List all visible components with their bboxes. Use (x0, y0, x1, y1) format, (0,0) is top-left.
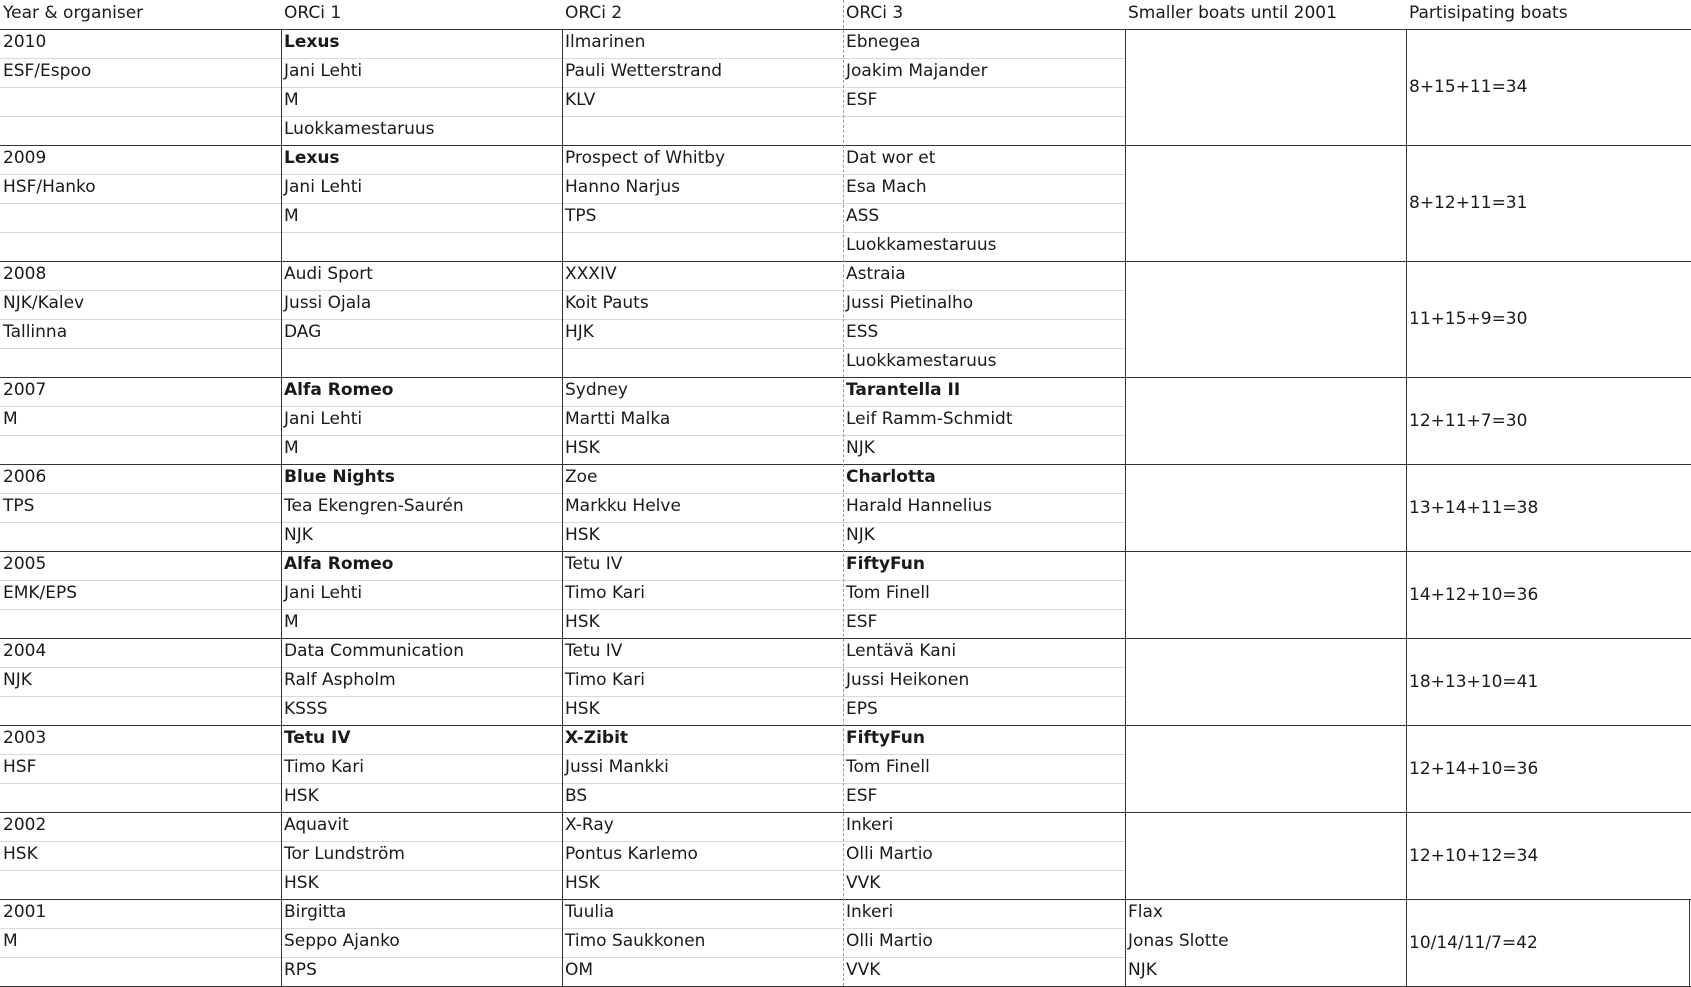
orci-3-skipper-cell[interactable]: Olli Martio (846, 844, 933, 864)
orci-2-club-cell[interactable]: HJK (565, 322, 594, 342)
orci-2-club-cell[interactable]: HSK (565, 438, 600, 458)
orci-3-boat-cell[interactable]: Tarantella II (846, 380, 961, 400)
orci-1-club-cell[interactable]: RPS (284, 960, 317, 980)
orci-3-boat-cell[interactable]: Inkeri (846, 902, 894, 922)
column-divider (281, 29, 282, 986)
orci-3-boat-cell[interactable]: FiftyFun (846, 728, 926, 748)
participating-boats-cell[interactable]: 14+12+10=36 (1409, 584, 1539, 605)
orci-3-skipper-cell[interactable]: Joakim Majander (846, 61, 988, 81)
organiser-cell[interactable]: M (3, 409, 18, 429)
orci-2-boat-cell[interactable]: Zoe (565, 467, 598, 487)
orci-1-boat-cell[interactable]: Alfa Romeo (284, 380, 394, 400)
orci-1-skipper-cell[interactable]: Tea Ekengren-Saurén (284, 496, 464, 516)
orci-3-club-cell[interactable]: EPS (846, 699, 878, 719)
organiser-cell[interactable]: ESF/Espoo (3, 61, 92, 81)
orci-2-skipper-cell[interactable]: Timo Kari (565, 583, 645, 603)
orci-3-club-cell[interactable]: NJK (846, 438, 875, 458)
participating-boats-cell[interactable]: 12+11+7=30 (1409, 410, 1528, 431)
orci-2-boat-cell[interactable]: Ilmarinen (565, 32, 646, 52)
year-cell[interactable]: 2009 (3, 148, 47, 168)
header-participating-boats[interactable]: Partisipating boats (1409, 3, 1568, 23)
orci-2-boat-cell[interactable]: X-Ray (565, 815, 614, 835)
participating-boats-cell[interactable]: 8+15+11=34 (1409, 77, 1528, 97)
participating-boats-cell[interactable]: 8+12+11=31 (1409, 193, 1528, 213)
orci-2-skipper-cell[interactable]: Timo Kari (565, 670, 645, 690)
year-cell[interactable]: 2006 (3, 467, 47, 487)
year-cell[interactable]: 2003 (3, 728, 47, 748)
orci-2-skipper-cell[interactable]: Pauli Wetterstrand (565, 61, 723, 81)
orci-3-club-cell[interactable]: ESF (846, 612, 878, 632)
orci-2-boat-cell[interactable]: XXXIV (565, 264, 617, 284)
smaller-boats-boat-cell[interactable]: Flax (1128, 902, 1163, 922)
orci-1-club-cell[interactable]: M (284, 438, 299, 458)
organiser-cell[interactable]: HSF (3, 757, 37, 777)
orci-1-skipper-cell[interactable]: Jani Lehti (284, 409, 363, 429)
orci-2-club-cell[interactable]: KLV (565, 90, 596, 110)
orci-2-skipper-cell[interactable]: Hanno Narjus (565, 177, 681, 197)
participating-boats-cell[interactable]: 13+14+11=38 (1409, 497, 1539, 518)
column-divider (562, 29, 563, 986)
orci-1-boat-cell[interactable]: Tetu IV (284, 728, 351, 748)
orci-2-skipper-cell[interactable]: Koit Pauts (565, 293, 649, 313)
header-smaller-boats[interactable]: Smaller boats until 2001 (1128, 3, 1337, 23)
year-cell[interactable]: 2010 (3, 32, 47, 52)
orci-3-boat-cell[interactable]: Dat wor et (846, 148, 936, 168)
orci-1-skipper-cell[interactable]: Timo Kari (284, 757, 364, 777)
orci-2-boat-cell[interactable]: Tetu IV (565, 641, 623, 661)
orci-3-club-cell[interactable]: ESF (846, 786, 878, 806)
header-orci-2[interactable]: ORCi 2 (565, 3, 623, 23)
orci-3-boat-cell[interactable]: Charlotta (846, 467, 936, 487)
orci-3-club-cell[interactable]: Luokkamestaruus (846, 351, 997, 371)
smaller-boats-skipper-cell[interactable]: Jonas Slotte (1128, 931, 1229, 951)
orci-2-club-cell[interactable]: HSK (565, 873, 600, 893)
orci-1-boat-cell[interactable]: Lexus (284, 32, 340, 52)
participating-boats-cell[interactable]: 12+14+10=36 (1409, 758, 1539, 779)
orci-1-boat-cell[interactable]: Aquavit (284, 815, 349, 835)
orci-3-skipper-cell[interactable]: Tom Finell (846, 583, 930, 603)
orci-3-boat-cell[interactable]: Inkeri (846, 815, 894, 835)
orci-1-club-cell[interactable]: Luokkamestaruus (284, 119, 435, 139)
orci-3-skipper-cell[interactable]: Harald Hannelius (846, 496, 992, 516)
orci-3-skipper-cell[interactable]: Olli Martio (846, 931, 933, 951)
organiser-cell[interactable]: NJK/Kalev (3, 293, 85, 313)
orci-3-boat-cell[interactable]: Astraia (846, 264, 906, 284)
organiser-cell[interactable]: TPS (3, 496, 35, 516)
orci-1-skipper-cell[interactable]: Jussi Ojala (284, 293, 372, 313)
header-orci-1[interactable]: ORCi 1 (284, 3, 342, 23)
orci-1-boat-cell[interactable]: Lexus (284, 148, 340, 168)
orci-3-skipper-cell[interactable]: Jussi Pietinalho (846, 293, 974, 313)
orci-2-boat-cell[interactable]: Sydney (565, 380, 628, 400)
orci-1-boat-cell[interactable]: Data Communication (284, 641, 464, 661)
orci-2-club-cell[interactable]: BS (565, 786, 588, 806)
header-year-organiser[interactable]: Year & organiser (3, 3, 144, 23)
orci-3-boat-cell[interactable]: Lentävä Kani (846, 641, 957, 661)
column-divider (1125, 29, 1126, 986)
orci-3-boat-cell[interactable]: Ebnegea (846, 32, 921, 52)
orci-3-club-cell[interactable]: ESS (846, 322, 879, 342)
orci-2-boat-cell[interactable]: Tuulia (565, 902, 615, 922)
organiser-cell[interactable]: EMK/EPS (3, 583, 78, 603)
orci-2-boat-cell[interactable]: Tetu IV (565, 554, 623, 574)
orci-3-boat-cell[interactable]: FiftyFun (846, 554, 926, 574)
orci-3-club-cell[interactable]: VVK (846, 960, 881, 980)
orci-3-club-cell[interactable]: NJK (846, 525, 875, 545)
orci-1-club-cell[interactable]: M (284, 206, 299, 226)
year-cell[interactable]: 2001 (3, 902, 47, 922)
orci-1-club-cell[interactable]: M (284, 612, 299, 632)
orci-1-club-cell[interactable]: HSK (284, 873, 319, 893)
organiser-cell[interactable]: M (3, 931, 18, 951)
orci-1-boat-cell[interactable]: Blue Nights (284, 467, 395, 487)
year-cell[interactable]: 2008 (3, 264, 47, 284)
year-cell[interactable]: 2007 (3, 380, 47, 400)
header-orci-3[interactable]: ORCi 3 (846, 3, 904, 23)
orci-2-club-cell[interactable]: HSK (565, 525, 600, 545)
right-border (1689, 899, 1690, 986)
orci-2-skipper-cell[interactable]: Timo Saukkonen (565, 931, 706, 951)
orci-2-boat-cell[interactable]: X-Zibit (565, 728, 629, 748)
column-divider (1406, 29, 1407, 986)
orci-2-club-cell[interactable]: HSK (565, 612, 600, 632)
orci-2-skipper-cell[interactable]: Pontus Karlemo (565, 844, 698, 864)
orci-2-club-cell[interactable]: OM (565, 960, 594, 980)
orci-1-boat-cell[interactable]: Alfa Romeo (284, 554, 394, 574)
orci-1-skipper-cell[interactable]: Jani Lehti (284, 61, 363, 81)
orci-2-skipper-cell[interactable]: Jussi Mankki (565, 757, 669, 777)
orci-3-skipper-cell[interactable]: Jussi Heikonen (846, 670, 970, 690)
orci-2-club-cell[interactable]: HSK (565, 699, 600, 719)
year-cell[interactable]: 2002 (3, 815, 47, 835)
orci-3-club-cell[interactable]: ASS (846, 206, 880, 226)
organiser-cell[interactable]: HSK (3, 844, 38, 864)
orci-2-skipper-cell[interactable]: Martti Malka (565, 409, 671, 429)
participating-boats-cell[interactable]: 11+15+9=30 (1409, 309, 1528, 329)
orci-2-club-cell[interactable]: TPS (565, 206, 597, 226)
orci-1-skipper-cell[interactable]: Tor Lundström (284, 844, 405, 864)
participating-boats-cell[interactable]: 12+10+12=34 (1409, 845, 1539, 866)
year-cell[interactable]: 2005 (3, 554, 47, 574)
participating-boats-cell[interactable]: 18+13+10=41 (1409, 671, 1539, 692)
orci-1-skipper-cell[interactable]: Ralf Aspholm (284, 670, 396, 690)
orci-1-club-cell[interactable]: M (284, 90, 299, 110)
orci-2-boat-cell[interactable]: Prospect of Whitby (565, 148, 726, 168)
year-cell[interactable]: 2004 (3, 641, 47, 661)
orci-1-club-cell[interactable]: KSSS (284, 699, 328, 719)
smaller-boats-club-cell[interactable]: NJK (1128, 960, 1157, 980)
orci-3-skipper-cell[interactable]: Esa Mach (846, 177, 927, 197)
orci-1-club-cell[interactable]: HSK (284, 786, 319, 806)
orci-1-skipper-cell[interactable]: Jani Lehti (284, 583, 363, 603)
organiser-cell[interactable]: HSF/Hanko (3, 177, 96, 197)
orci-1-boat-cell[interactable]: Birgitta (284, 902, 347, 922)
orci-1-boat-cell[interactable]: Audi Sport (284, 264, 373, 284)
orci-3-club-cell[interactable]: VVK (846, 873, 881, 893)
column-divider-dashed (843, 0, 844, 986)
orci-1-club-cell[interactable]: NJK (284, 525, 313, 545)
orci-2-skipper-cell[interactable]: Markku Helve (565, 496, 681, 516)
orci-1-club-cell[interactable]: DAG (284, 322, 322, 342)
organiser-cell[interactable]: NJK (3, 670, 32, 690)
orci-1-skipper-cell[interactable]: Jani Lehti (284, 177, 363, 197)
orci-1-skipper-cell[interactable]: Seppo Ajanko (284, 931, 400, 951)
participating-boats-cell[interactable]: 10/14/11/7=42 (1409, 932, 1538, 953)
orci-3-club-cell[interactable]: Luokkamestaruus (846, 235, 997, 255)
orci-3-skipper-cell[interactable]: Tom Finell (846, 757, 930, 777)
orci-3-club-cell[interactable]: ESF (846, 90, 878, 110)
organiser-cell[interactable]: Tallinna (3, 322, 68, 342)
orci-3-skipper-cell[interactable]: Leif Ramm-Schmidt (846, 409, 1013, 429)
